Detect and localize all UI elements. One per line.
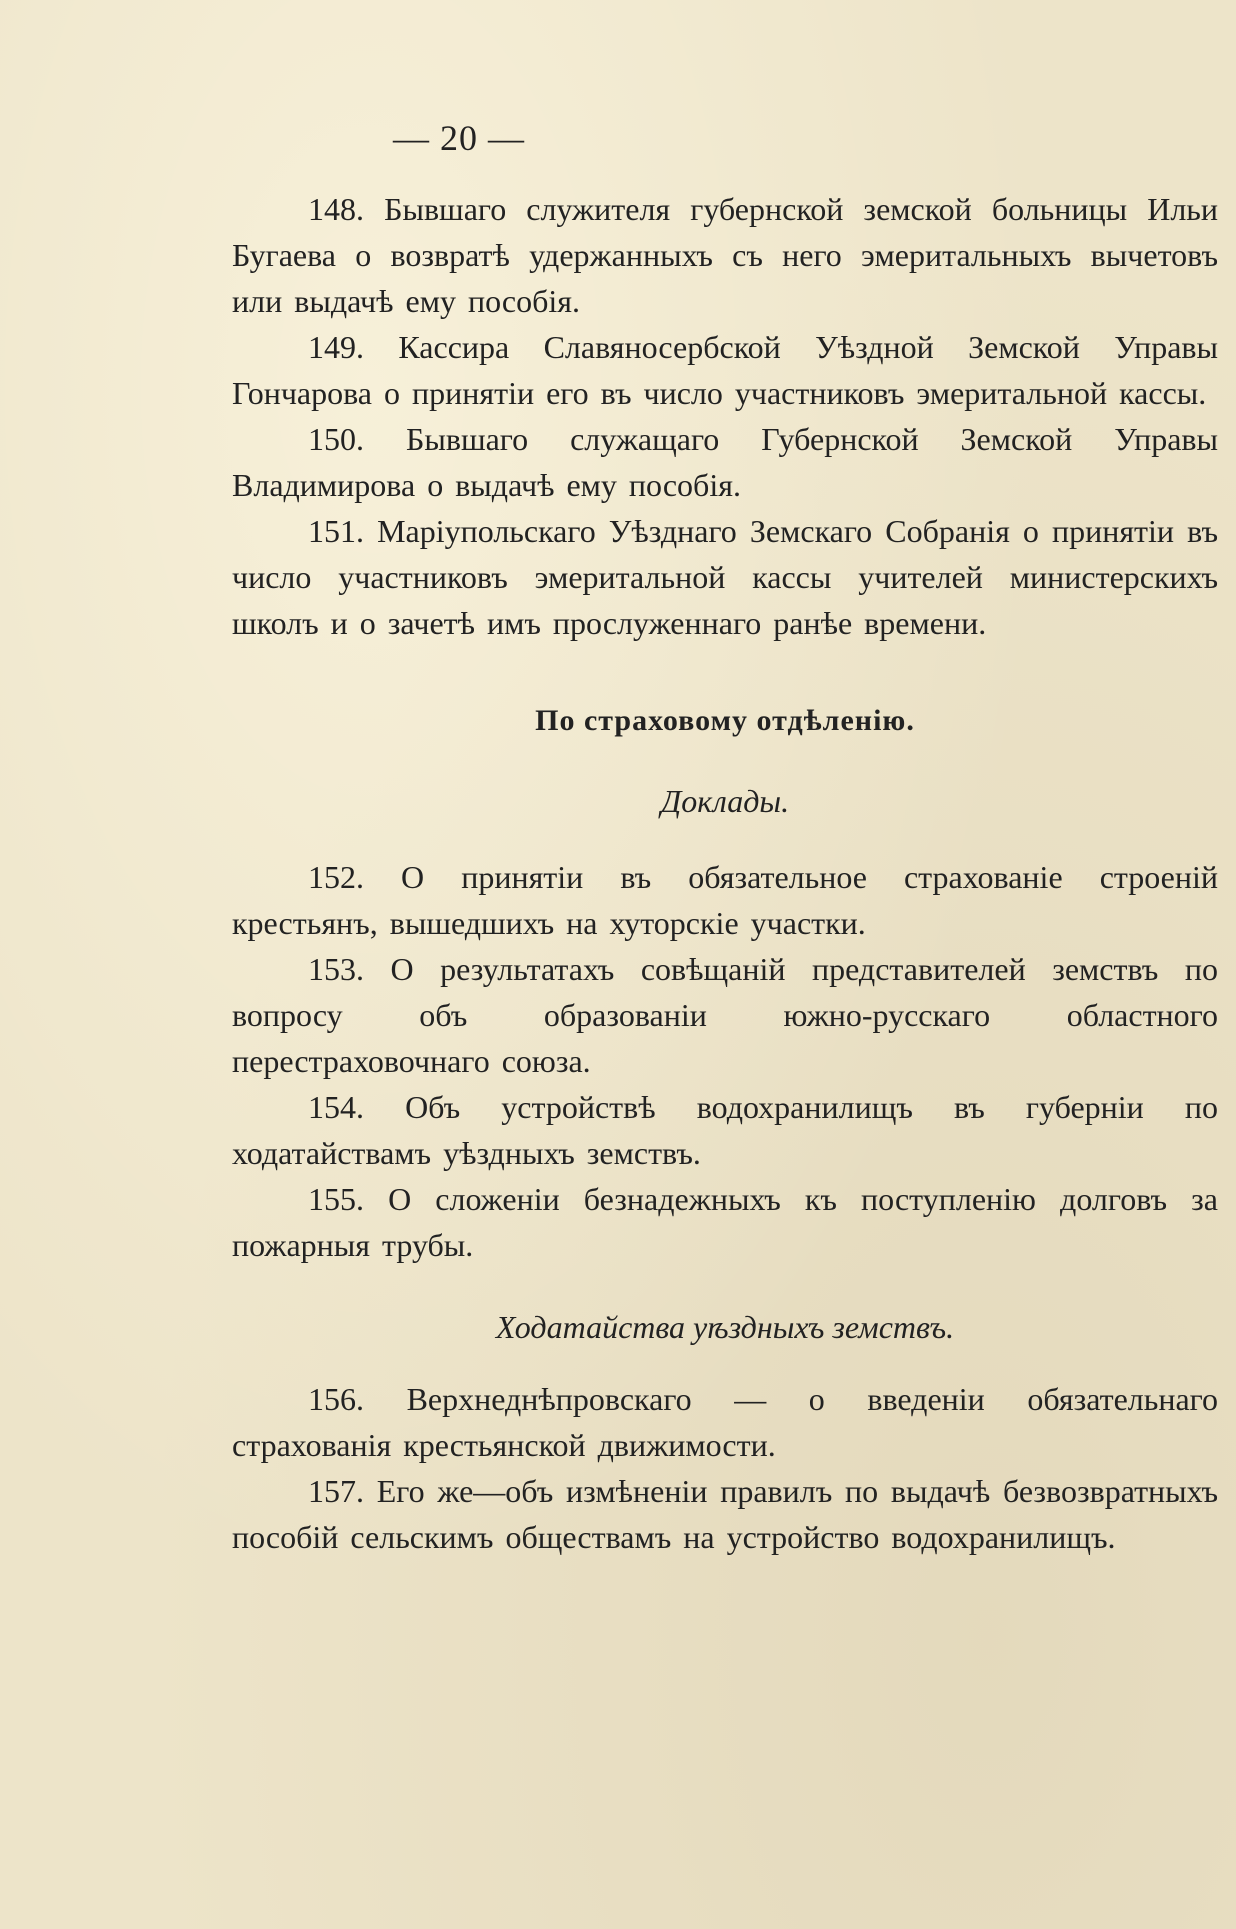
page-number: — 20 — bbox=[393, 118, 525, 158]
entry-152: 152. О принятіи въ обязательное страхованіе строеній крестьянъ, вышедшихъ на хуторскіе участки. bbox=[232, 859, 1218, 941]
entry-153: 153. О результатахъ совѣщаній представителей земствъ по вопросу объ образованіи южно-русскаго областного перестраховочнаго союза. bbox=[232, 951, 1218, 1079]
section-heading-insurance: По страховому отдѣленію. bbox=[535, 704, 915, 737]
entry-150: 150. Бывшаго служащаго Губернской Земской Управы Владимирова о выдачѣ ему пособія. bbox=[232, 421, 1218, 503]
subheading-petitions: Ходатайства уѣздныхъ земствъ. bbox=[495, 1309, 955, 1345]
entry-156: 156. Верхнеднѣпровскаго — о введеніи обязательнаго страхованія крестьянской движимости. bbox=[232, 1381, 1218, 1463]
entry-155: 155. О сложеніи безнадежныхъ къ поступленію долговъ за пожарныя трубы. bbox=[232, 1181, 1218, 1263]
document-page bbox=[232, 112, 1218, 1560]
entry-149: 149. Кассира Славяносербской Уѣздной Земской Управы Гончарова о принятіи его въ число участниковъ эмеритальной кассы. bbox=[232, 329, 1218, 411]
entry-157: 157. Его же—объ измѣненіи правилъ по выдачѣ безвозвратныхъ пособій сельскимъ обществамъ на устройство водохранилищъ. bbox=[232, 1473, 1218, 1555]
entry-154: 154. Объ устройствѣ водохранилищъ въ губерніи по ходатайствамъ уѣздныхъ земствъ. bbox=[232, 1089, 1218, 1171]
entry-151: 151. Маріупольскаго Уѣзднаго Земскаго Собранія о принятіи въ число участниковъ эмеритальной кассы учителей министерскихъ школъ и о зачетѣ имъ прослуженнаго ранѣе времени. bbox=[232, 513, 1218, 641]
entry-148: 148. Бывшаго служителя губернской земской больницы Ильи Бугаева о возвратѣ удержанныхъ съ него эмеритальныхъ вычетовъ или выдачѣ ему пособія. bbox=[232, 191, 1218, 319]
subheading-reports: Доклады. bbox=[660, 783, 790, 819]
